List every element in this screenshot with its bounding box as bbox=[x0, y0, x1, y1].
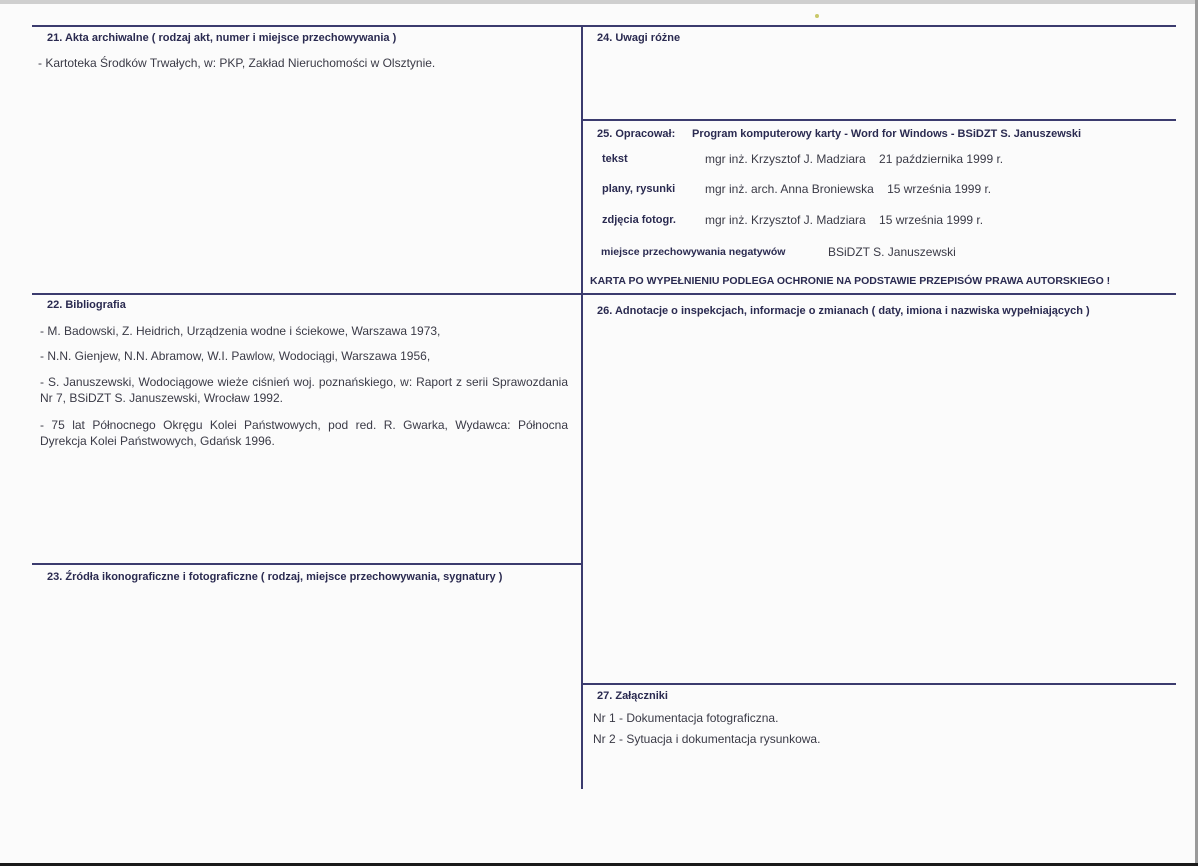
center-divider bbox=[581, 25, 583, 789]
card-top-edge bbox=[0, 0, 1198, 4]
attachment-item: Nr 2 - Sytuacja i dokumentacja rysunkowa. bbox=[593, 732, 821, 746]
negatives-value: BSiDZT S. Januszewski bbox=[828, 245, 956, 259]
bibliography-item: - S. Januszewski, Wodociągowe wieże ciśnień woj. poznańskiego, w: Raport z serii Sprawozdania Nr 7, BSiDZT S. Januszewski, Wrocław 1992. bbox=[40, 375, 568, 405]
copyright-notice: KARTA PO WYPEŁNIENIU PODLEGA OCHRONIE NA PODSTAWIE PRZEPISÓW PRAWA AUTORSKIEGO ! bbox=[590, 275, 1111, 287]
rule-25-26 bbox=[583, 293, 1176, 295]
author-row-value: mgr inż. arch. Anna Broniewska 15 września 1999 r. bbox=[705, 182, 992, 196]
section-23-heading: 23. Źródła ikonograficzne i fotograficzne ( rodzaj, miejsce przechowywania, sygnatury ) bbox=[47, 571, 503, 583]
author-row-value: mgr inż. Krzysztof J. Madziara 15 września 1999 r. bbox=[705, 213, 984, 227]
section-25-heading: 25. Opracował: bbox=[597, 128, 676, 140]
author-row-label: plany, rysunki bbox=[602, 183, 676, 195]
rule-22-23 bbox=[32, 563, 581, 565]
program-info: Program komputerowy karty - Word for Windows - BSiDZT S. Januszewski bbox=[692, 128, 1082, 140]
print-speck bbox=[815, 14, 819, 18]
bibliography-item: - M. Badowski, Z. Heidrich, Urządzenia wodne i ściekowe, Warszawa 1973, bbox=[40, 324, 441, 338]
author-row-label: tekst bbox=[602, 153, 628, 165]
negatives-label: miejsce przechowywania negatywów bbox=[601, 246, 786, 258]
rule-21-22 bbox=[32, 293, 581, 295]
author-row-value: mgr inż. Krzysztof J. Madziara 21 października 1999 r. bbox=[705, 152, 1004, 166]
attachment-item: Nr 1 - Dokumentacja fotograficzna. bbox=[593, 711, 779, 725]
rule-24-25 bbox=[583, 119, 1176, 121]
rule-26-27 bbox=[583, 683, 1176, 685]
top-rule bbox=[32, 25, 1176, 27]
section-26-heading: 26. Adnotacje o inspekcjach, informacje o zmianach ( daty, imiona i nazwiska wypełniających ) bbox=[597, 305, 1090, 317]
bibliography-item: - N.N. Gienjew, N.N. Abramow, W.I. Pawlow, Wodociągi, Warszawa 1956, bbox=[40, 349, 431, 363]
section-27-heading: 27. Załączniki bbox=[597, 690, 668, 702]
section-24-heading: 24. Uwagi różne bbox=[597, 32, 681, 44]
archive-item: - Kartoteka Środków Trwałych, w: PKP, Zakład Nieruchomości w Olsztynie. bbox=[38, 56, 436, 70]
bibliography-item: - 75 lat Północnego Okręgu Kolei Państwowych, pod red. R. Gwarka, Wydawca: Północna Dyrekcja Kolei Państwowych, Gdańsk 1996. bbox=[40, 418, 568, 448]
section-21-heading: 21. Akta archiwalne ( rodzaj akt, numer i miejsce przechowywania ) bbox=[47, 32, 397, 44]
section-22-heading: 22. Bibliografia bbox=[47, 299, 126, 311]
author-row-label: zdjęcia fotogr. bbox=[602, 214, 676, 226]
